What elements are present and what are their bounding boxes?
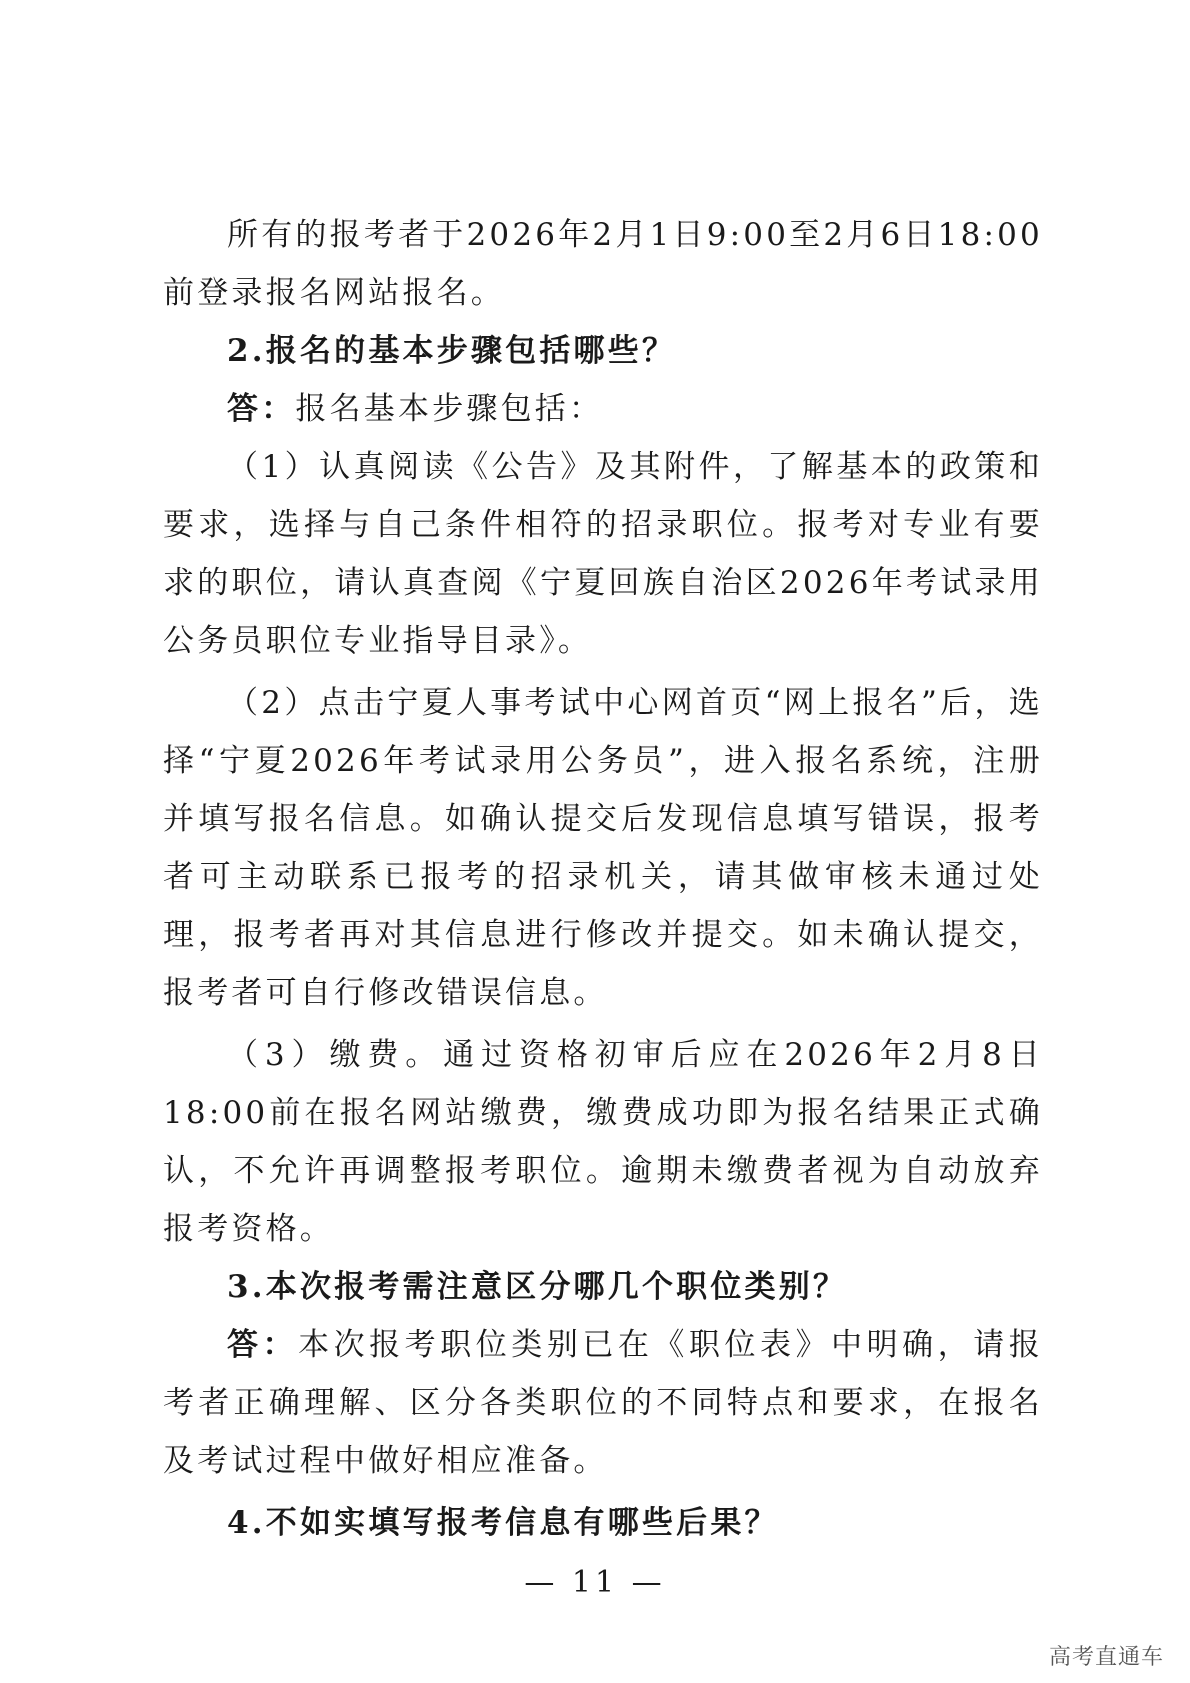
page-number: — 11 — (524, 1565, 666, 1600)
question-2: 2.报名的基本步骤包括哪些？ (227, 333, 677, 369)
answer-2-step-1: （1）认真阅读《公告》及其附件，了解基本的政策和要求，选择与自己条件相符的招录职位。报考对专业有要求的职位，请认真查阅《宁夏回族自治区2026年考试录用公务员职位专业指导目录》。 (163, 449, 1043, 659)
answer-2-text: 报名基本步骤包括： (295, 391, 604, 427)
question-4: 4.不如实填写报考信息有哪些后果？ (227, 1505, 779, 1541)
document-body (163, 206, 1043, 1552)
answer-3 (163, 1316, 1043, 1490)
answer-2-intro (163, 380, 1043, 438)
answer-2-step-2: （2）点击宁夏人事考试中心网首页“网上报名”后，选择“宁夏2026年考试录用公务员”，进入报名系统，注册并填写报名信息。如确认提交后发现信息填写错误，报考者可主动联系已报考的招录机关，请其做审核未通过处理，报考者再对其信息进行修改并提交。如未确认提交，报考者可自行修改错误信息。 (163, 685, 1043, 1011)
answer-2-step-3: （3）缴费。通过资格初审后应在2026年2月8日18:00前在报名网站缴费，缴费成功即为报名结果正式确认，不允许再调整报考职位。逾期未缴费者视为自动放弃报考资格。 (163, 1037, 1043, 1247)
answer-3-text: 本次报考职位类别已在《职位表》中明确，请报考者正确理解、区分各类职位的不同特点和要求，在报名及考试过程中做好相应准备。 (163, 1327, 1043, 1479)
question-3: 3.本次报考需注意区分哪几个职位类别？ (227, 1269, 848, 1305)
watermark-text: 高考直通车 (1048, 1645, 1164, 1670)
answer-label: 答： (227, 391, 296, 427)
intro-paragraph: 所有的报考者于2026年2月1日9:00至2月6日18:00前登录报名网站报名。 (163, 217, 1043, 311)
answer-label: 答： (227, 1327, 299, 1363)
